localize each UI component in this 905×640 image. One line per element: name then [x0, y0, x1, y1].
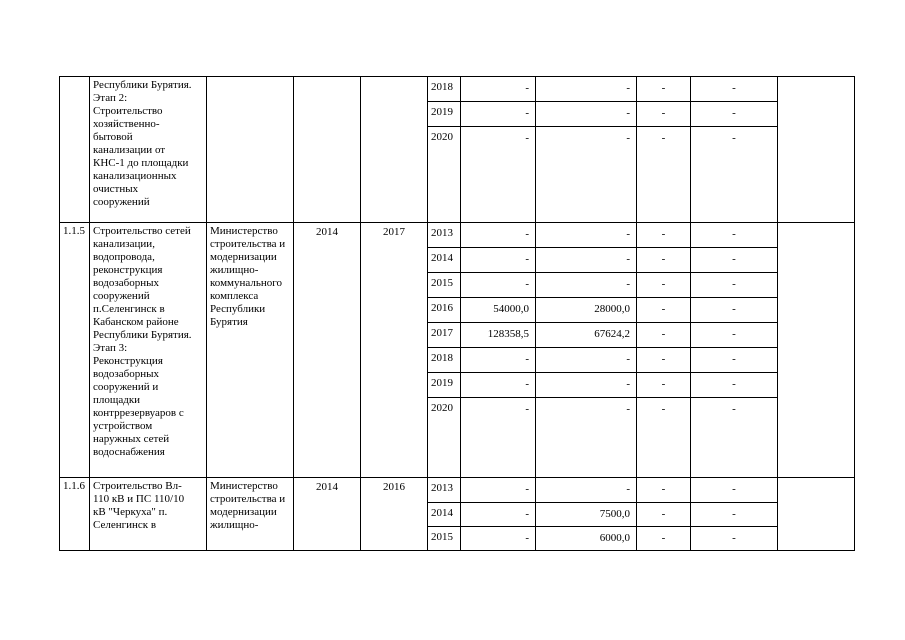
- year: 2017: [431, 327, 453, 339]
- value-local: -: [732, 278, 736, 290]
- value-local-cell: [691, 373, 778, 398]
- notes-cell: [778, 77, 855, 223]
- measure-name-line: контррезервуаров с: [93, 407, 184, 419]
- measure-name-line: наружных сетей: [93, 433, 170, 445]
- item-number-cell: [60, 223, 90, 478]
- value-total-cell: [461, 127, 536, 223]
- value-federal: 28000,0: [594, 303, 630, 315]
- value-total-cell: [461, 503, 536, 527]
- value-local-cell: [691, 127, 778, 223]
- year: 2019: [431, 377, 453, 389]
- year-cell: [428, 478, 461, 503]
- value-republic: -: [661, 403, 666, 415]
- value-republic: -: [661, 378, 666, 390]
- measure-name-line: Этап 3:: [93, 342, 128, 354]
- value-local: -: [732, 508, 736, 520]
- value-local: -: [732, 328, 736, 340]
- value-federal: 6000,0: [599, 532, 630, 544]
- value-total: -: [525, 353, 529, 365]
- item-number: [60, 77, 89, 79]
- value-federal: -: [626, 378, 630, 390]
- measure-name-line: 110 кВ и ПС 110/10: [93, 493, 185, 505]
- value-republic-cell: [637, 503, 691, 527]
- measure-name-line: КНС-1 до площадки: [93, 157, 189, 169]
- value-local-cell: [691, 398, 778, 478]
- executor-line: коммунального: [210, 277, 282, 289]
- executor: [207, 77, 293, 79]
- measure-name-line: очистных: [93, 183, 139, 195]
- year-cell: [428, 527, 461, 551]
- executor-line: Бурятия: [210, 316, 248, 328]
- value-local: -: [732, 253, 736, 265]
- value-republic-cell: [637, 348, 691, 373]
- value-local: -: [732, 82, 736, 94]
- value-federal-cell: [536, 373, 637, 398]
- executor-line: жилищно-: [210, 519, 259, 531]
- value-federal-cell: [536, 127, 637, 223]
- value-local: -: [732, 353, 736, 365]
- value-total: 54000,0: [493, 303, 529, 315]
- measure-name-line: Строительство сетей: [93, 225, 191, 237]
- measure-name-line: канализационных: [93, 170, 177, 182]
- value-local: -: [732, 107, 736, 119]
- value-local-cell: [691, 248, 778, 273]
- value-republic-cell: [637, 102, 691, 127]
- value-local-cell: [691, 323, 778, 348]
- executor-line: Министерство: [210, 480, 278, 492]
- value-total: -: [525, 132, 529, 144]
- year-cell: [428, 373, 461, 398]
- measure-name-line: Реконструкция: [93, 355, 163, 367]
- value-total: -: [525, 378, 529, 390]
- value-republic-cell: [637, 273, 691, 298]
- value-local-cell: [691, 223, 778, 248]
- value-total-cell: [461, 323, 536, 348]
- year-cell: [428, 298, 461, 323]
- value-total-cell: [461, 398, 536, 478]
- value-total-cell: [461, 298, 536, 323]
- value-republic-cell: [637, 77, 691, 102]
- value-republic-cell: [637, 478, 691, 503]
- value-federal: -: [626, 483, 630, 495]
- executor-line: строительства и: [210, 238, 286, 250]
- value-republic: -: [661, 353, 666, 365]
- value-federal: -: [626, 403, 630, 415]
- measure-name-line: кВ "Черкуха" п.: [93, 506, 168, 518]
- value-total-cell: [461, 348, 536, 373]
- year-cell: [428, 127, 461, 223]
- value-federal-cell: [536, 478, 637, 503]
- value-republic-cell: [637, 298, 691, 323]
- value-total: -: [525, 508, 529, 520]
- start-year: [294, 77, 360, 80]
- measure-name-line: Республики Бурятия.: [93, 79, 192, 91]
- value-total-cell: [461, 102, 536, 127]
- value-local-cell: [691, 102, 778, 127]
- year-cell: [428, 348, 461, 373]
- value-republic: -: [661, 107, 666, 119]
- start-year-cell: [294, 223, 361, 478]
- year: 2018: [431, 352, 453, 364]
- value-federal-cell: [536, 323, 637, 348]
- value-local-cell: [691, 273, 778, 298]
- value-federal: -: [626, 228, 630, 240]
- value-republic: -: [661, 228, 666, 240]
- year-cell: [428, 102, 461, 127]
- value-federal: -: [626, 107, 630, 119]
- measure-name-line: Строительство: [93, 105, 163, 117]
- value-federal-cell: [536, 223, 637, 248]
- value-local: -: [732, 303, 736, 315]
- executor-line: строительства и: [210, 493, 286, 505]
- value-total-cell: [461, 248, 536, 273]
- value-republic: -: [661, 253, 666, 265]
- measure-name-line: канализации,: [93, 238, 155, 250]
- item-number-cell: [60, 77, 90, 223]
- value-total: -: [525, 228, 529, 240]
- start-year-cell: [294, 77, 361, 223]
- value-republic-cell: [637, 127, 691, 223]
- end-year: 2016: [383, 481, 405, 493]
- value-republic: -: [661, 132, 666, 144]
- measure-name-cell: [90, 478, 207, 551]
- value-federal-cell: [536, 273, 637, 298]
- value-republic-cell: [637, 248, 691, 273]
- value-local-cell: [691, 503, 778, 527]
- value-local: -: [732, 228, 736, 240]
- measure-name-line: сооружений: [93, 290, 150, 302]
- year: 2015: [431, 277, 453, 289]
- start-year: 2014: [316, 226, 338, 238]
- executor: [207, 478, 293, 532]
- value-federal-cell: [536, 398, 637, 478]
- executor-line: жилищно-: [210, 264, 259, 276]
- executor-cell: [207, 77, 294, 223]
- year-cell: [428, 273, 461, 298]
- measure-name: [90, 478, 206, 532]
- value-federal-cell: [536, 102, 637, 127]
- value-total: 128358,5: [487, 328, 529, 340]
- measure-name-line: Кабанском районе: [93, 316, 179, 328]
- table-row: [60, 478, 855, 503]
- notes-cell: [778, 223, 855, 478]
- value-federal-cell: [536, 77, 637, 102]
- program-table: [59, 76, 855, 551]
- value-republic-cell: [637, 398, 691, 478]
- value-local-cell: [691, 478, 778, 503]
- measure-name-line: водопровода,: [93, 251, 155, 263]
- executor-line: модернизации: [210, 251, 277, 263]
- value-federal: -: [626, 353, 630, 365]
- value-federal: 7500,0: [599, 508, 630, 520]
- item-number-cell: [60, 478, 90, 551]
- value-local: -: [732, 403, 736, 415]
- value-federal: -: [626, 82, 630, 94]
- value-federal: -: [626, 132, 630, 144]
- value-local-cell: [691, 298, 778, 323]
- executor-cell: [207, 223, 294, 478]
- value-republic-cell: [637, 323, 691, 348]
- table-row: [60, 77, 855, 102]
- value-federal: -: [626, 278, 630, 290]
- value-republic: -: [661, 508, 666, 520]
- value-local: -: [732, 378, 736, 390]
- executor-line: комплекса: [210, 290, 259, 302]
- value-total-cell: [461, 527, 536, 551]
- value-republic: -: [661, 483, 666, 495]
- measure-name-line: Селенгинск в: [93, 519, 157, 531]
- value-federal: -: [626, 253, 630, 265]
- value-federal: 67624,2: [594, 328, 630, 340]
- value-republic: -: [661, 532, 666, 544]
- start-year-cell: [294, 478, 361, 551]
- value-republic: -: [661, 328, 666, 340]
- value-local-cell: [691, 527, 778, 551]
- measure-name: [90, 223, 206, 459]
- year-cell: [428, 77, 461, 102]
- measure-name-line: Республики Бурятия.: [93, 329, 192, 341]
- measure-name-line: реконструкция: [93, 264, 163, 276]
- executor-line: Министерство: [210, 225, 278, 237]
- value-republic-cell: [637, 373, 691, 398]
- value-local: -: [732, 532, 736, 544]
- measure-name-line: сооружений: [93, 196, 150, 208]
- year: 2014: [431, 252, 453, 264]
- executor-line: модернизации: [210, 506, 277, 518]
- end-year-cell: [361, 77, 428, 223]
- value-local-cell: [691, 77, 778, 102]
- value-republic: -: [661, 303, 666, 315]
- executor: [207, 223, 293, 329]
- value-total: -: [525, 82, 529, 94]
- year-cell: [428, 248, 461, 273]
- year: 2014: [431, 507, 453, 519]
- executor-cell: [207, 478, 294, 551]
- year: 2019: [431, 106, 453, 118]
- measure-name: [90, 77, 206, 209]
- measure-name-cell: [90, 223, 207, 478]
- year: 2013: [431, 227, 453, 239]
- end-year: 2017: [383, 226, 405, 238]
- year: 2013: [431, 482, 453, 494]
- value-local: -: [732, 483, 736, 495]
- measure-name-line: Этап 2:: [93, 92, 128, 104]
- measure-name-line: устройством: [93, 420, 153, 432]
- table-row: [60, 223, 855, 248]
- value-republic: -: [661, 278, 666, 290]
- value-total: -: [525, 107, 529, 119]
- value-federal-cell: [536, 298, 637, 323]
- measure-name-line: хозяйственно-: [93, 118, 160, 130]
- year: 2020: [431, 402, 453, 414]
- year-cell: [428, 398, 461, 478]
- executor-line: Республики: [210, 303, 266, 315]
- year: 2015: [431, 531, 453, 543]
- year: 2016: [431, 302, 453, 314]
- value-total: -: [525, 403, 529, 415]
- value-federal-cell: [536, 248, 637, 273]
- measure-name-line: водоснабжения: [93, 446, 165, 458]
- value-total: -: [525, 483, 529, 495]
- item-number: 1.1.6: [63, 480, 85, 492]
- measure-name-cell: [90, 77, 207, 223]
- value-total-cell: [461, 373, 536, 398]
- measure-name-line: канализации от: [93, 144, 166, 156]
- value-federal-cell: [536, 503, 637, 527]
- value-federal-cell: [536, 348, 637, 373]
- measure-name-line: бытовой: [93, 131, 133, 143]
- value-local-cell: [691, 348, 778, 373]
- value-total-cell: [461, 77, 536, 102]
- measure-name-line: п.Селенгинск в: [93, 303, 165, 315]
- item-number: 1.1.5: [63, 225, 85, 237]
- value-total: -: [525, 253, 529, 265]
- value-federal-cell: [536, 527, 637, 551]
- value-total-cell: [461, 478, 536, 503]
- value-total-cell: [461, 273, 536, 298]
- measure-name-line: площадки: [93, 394, 141, 406]
- year: 2018: [431, 81, 453, 93]
- measure-name-line: Строительство Вл-: [93, 480, 182, 492]
- end-year-cell: [361, 223, 428, 478]
- value-total-cell: [461, 223, 536, 248]
- value-republic-cell: [637, 223, 691, 248]
- year-cell: [428, 323, 461, 348]
- year: 2020: [431, 131, 453, 143]
- notes-cell: [778, 478, 855, 551]
- value-total: -: [525, 278, 529, 290]
- end-year-cell: [361, 478, 428, 551]
- value-republic: -: [661, 82, 666, 94]
- year-cell: [428, 503, 461, 527]
- start-year: 2014: [316, 481, 338, 493]
- value-local: -: [732, 132, 736, 144]
- value-republic-cell: [637, 527, 691, 551]
- measure-name-line: водозаборных: [93, 277, 159, 289]
- measure-name-line: водозаборных: [93, 368, 159, 380]
- year-cell: [428, 223, 461, 248]
- measure-name-line: сооружений и: [93, 381, 159, 393]
- value-total: -: [525, 532, 529, 544]
- end-year: [361, 77, 427, 80]
